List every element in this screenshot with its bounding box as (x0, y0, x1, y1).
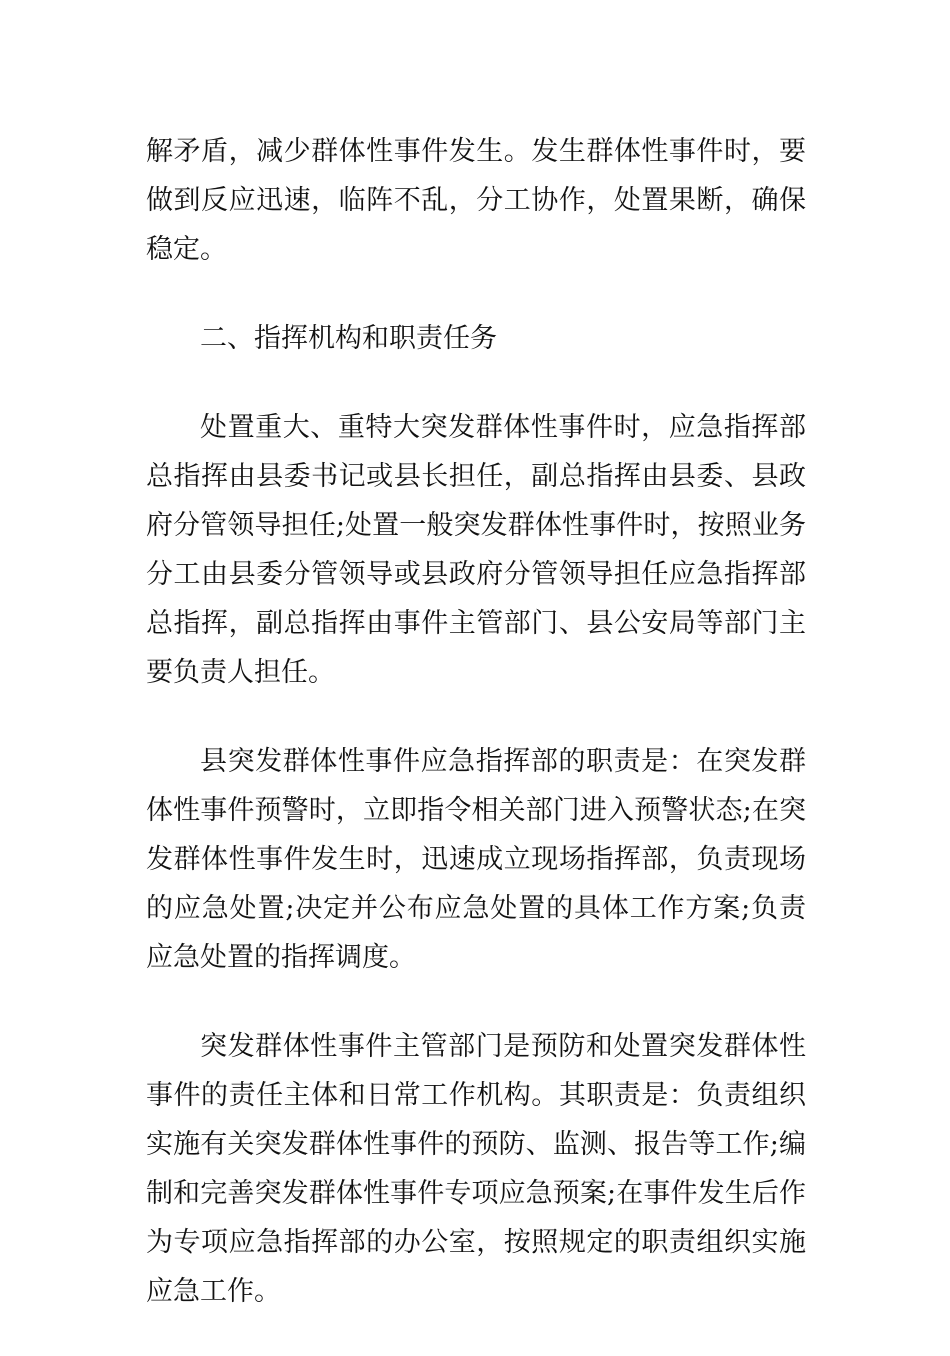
section-heading: 二、指挥机构和职责任务 (200, 323, 497, 354)
paragraph-command-structure: 处置重大、重特大突发群体性事件时，应急指挥部总指挥由县委书记或县长担任，副总指挥由县委、县政府分管领导担任;处置一般突发群体性事件时，按照业务分工由县委分管领导或县政府分管领导担任应急指挥部总指挥，副总指挥由事件主管部门、县公安局等部门主要负责人担任。 (146, 412, 806, 688)
paragraph-department-duties: 突发群体性事件主管部门是预防和处置突发群体性事件的责任主体和日常工作机构。其职责是：负责组织实施有关突发群体性事件的预防、监测、报告等工作;编制和完善突发群体性事件专项应急预案;在事件发生后作为专项应急指挥部的办公室，按照规定的职责组织实施应急工作。 (146, 1031, 806, 1307)
document-body (146, 127, 806, 1356)
paragraph-continuation: 解矛盾，减少群体性事件发生。发生群体性事件时，要做到反应迅速，临阵不乱，分工协作，处置果断，确保稳定。 (146, 136, 806, 265)
paragraph-command-duties: 县突发群体性事件应急指挥部的职责是：在突发群体性事件预警时，立即指令相关部门进入预警状态;在突发群体性事件发生时，迅速成立现场指挥部，负责现场的应急处置;决定并公布应急处置的具体工作方案;负责应急处置的指挥调度。 (146, 746, 806, 973)
